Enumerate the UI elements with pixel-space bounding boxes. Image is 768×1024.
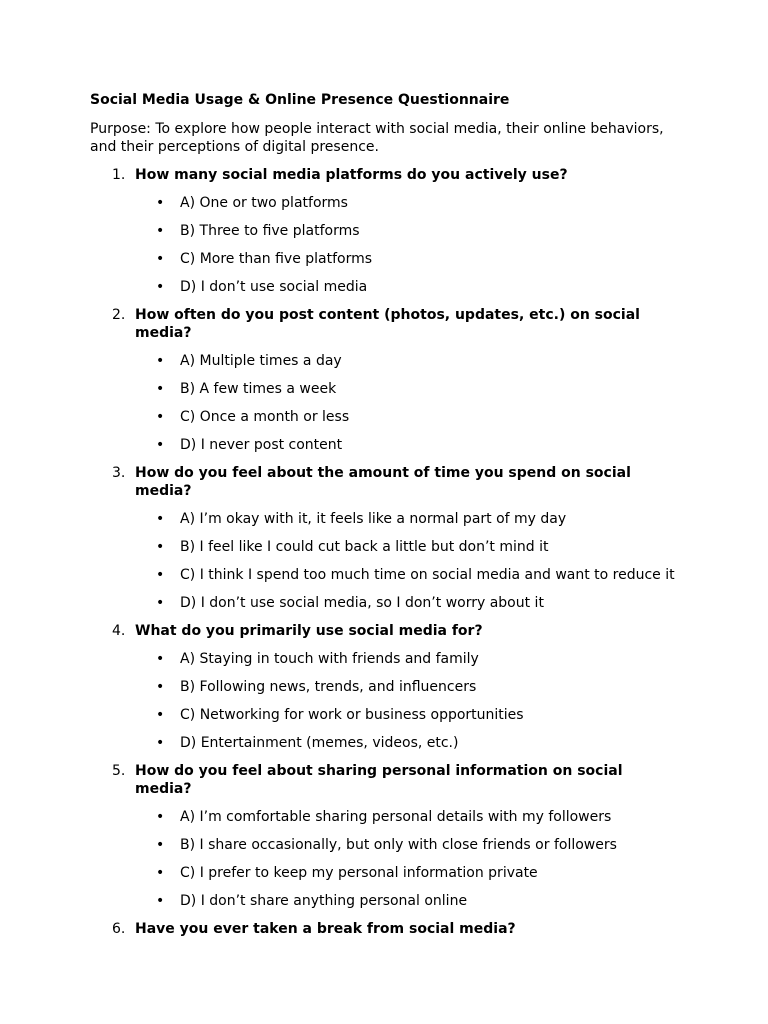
- question-text: How many social media platforms do you actively use?: [135, 167, 568, 183]
- option-list: [135, 510, 680, 612]
- question-text: How often do you post content (photos, updates, etc.) on social media?: [135, 307, 640, 341]
- option-text: A) I’m okay with it, it feels like a normal part of my day: [180, 511, 567, 527]
- option-item: [135, 594, 680, 612]
- bullet-icon: •: [156, 437, 165, 453]
- option-text: D) I never post content: [180, 437, 343, 453]
- bullet-icon: •: [156, 353, 165, 369]
- option-item: [135, 408, 680, 426]
- question-item: [90, 762, 680, 910]
- question-number: 3.: [112, 465, 126, 481]
- question-number: 5.: [112, 763, 126, 779]
- option-text: B) A few times a week: [180, 381, 337, 397]
- question-number: 2.: [112, 307, 126, 323]
- option-item: [135, 436, 680, 454]
- document-page: [90, 91, 680, 948]
- bullet-icon: •: [156, 279, 165, 295]
- bullet-icon: •: [156, 381, 165, 397]
- option-text: C) More than five platforms: [180, 251, 373, 267]
- question-number: 6.: [112, 921, 126, 937]
- question-list: [90, 166, 680, 938]
- question-text: What do you primarily use social media for?: [135, 623, 483, 639]
- option-list: [135, 808, 680, 910]
- option-text: D) I don’t use social media, so I don’t worry about it: [180, 595, 544, 611]
- option-item: [135, 250, 680, 268]
- question-text: Have you ever taken a break from social media?: [135, 921, 516, 937]
- bullet-icon: •: [156, 837, 165, 853]
- bullet-icon: •: [156, 511, 165, 527]
- bullet-icon: •: [156, 567, 165, 583]
- option-item: [135, 836, 680, 854]
- option-list: [135, 650, 680, 752]
- option-text: D) Entertainment (memes, videos, etc.): [180, 735, 459, 751]
- bullet-icon: •: [156, 679, 165, 695]
- bullet-icon: •: [156, 539, 165, 555]
- option-text: C) Networking for work or business opportunities: [180, 707, 524, 723]
- option-item: [135, 510, 680, 528]
- bullet-icon: •: [156, 595, 165, 611]
- option-text: C) I prefer to keep my personal information private: [180, 865, 538, 881]
- document-title: Social Media Usage & Online Presence Questionnaire: [90, 92, 510, 108]
- bullet-icon: •: [156, 809, 165, 825]
- question-text: How do you feel about the amount of time you spend on social media?: [135, 465, 631, 499]
- question-number: 1.: [112, 167, 126, 183]
- option-text: D) I don’t use social media: [180, 279, 368, 295]
- bullet-icon: •: [156, 409, 165, 425]
- option-item: [135, 352, 680, 370]
- question-item: [90, 622, 680, 752]
- option-item: [135, 864, 680, 882]
- option-item: [135, 706, 680, 724]
- question-item: [90, 920, 680, 938]
- option-item: [135, 892, 680, 910]
- bullet-icon: •: [156, 707, 165, 723]
- option-text: A) I’m comfortable sharing personal details with my followers: [180, 809, 612, 825]
- option-item: [135, 734, 680, 752]
- option-item: [135, 380, 680, 398]
- option-text: B) I feel like I could cut back a little but don’t mind it: [180, 539, 549, 555]
- question-text: How do you feel about sharing personal information on social media?: [135, 763, 623, 797]
- option-item: [135, 650, 680, 668]
- option-text: B) Three to five platforms: [180, 223, 360, 239]
- question-item: [90, 306, 680, 454]
- question-item: [90, 464, 680, 612]
- option-item: [135, 808, 680, 826]
- option-item: [135, 678, 680, 696]
- bullet-icon: •: [156, 651, 165, 667]
- option-text: A) Staying in touch with friends and family: [180, 651, 479, 667]
- question-item: [90, 166, 680, 296]
- option-text: D) I don’t share anything personal online: [180, 893, 468, 909]
- bullet-icon: •: [156, 195, 165, 211]
- bullet-icon: •: [156, 893, 165, 909]
- option-list: [135, 194, 680, 296]
- bullet-icon: •: [156, 735, 165, 751]
- bullet-icon: •: [156, 251, 165, 267]
- option-item: [135, 222, 680, 240]
- option-item: [135, 538, 680, 556]
- option-text: B) I share occasionally, but only with close friends or followers: [180, 837, 617, 853]
- option-text: C) Once a month or less: [180, 409, 350, 425]
- option-text: A) One or two platforms: [180, 195, 348, 211]
- option-item: [135, 194, 680, 212]
- option-item: [135, 278, 680, 296]
- bullet-icon: •: [156, 223, 165, 239]
- question-number: 4.: [112, 623, 126, 639]
- option-item: [135, 566, 680, 584]
- option-text: C) I think I spend too much time on social media and want to reduce it: [180, 567, 675, 583]
- option-text: A) Multiple times a day: [180, 353, 342, 369]
- option-text: B) Following news, trends, and influencers: [180, 679, 477, 695]
- option-list: [135, 352, 680, 454]
- bullet-icon: •: [156, 865, 165, 881]
- purpose-paragraph: Purpose: To explore how people interact with social media, their online behaviors, and their perceptions of digital presence.: [90, 121, 664, 155]
